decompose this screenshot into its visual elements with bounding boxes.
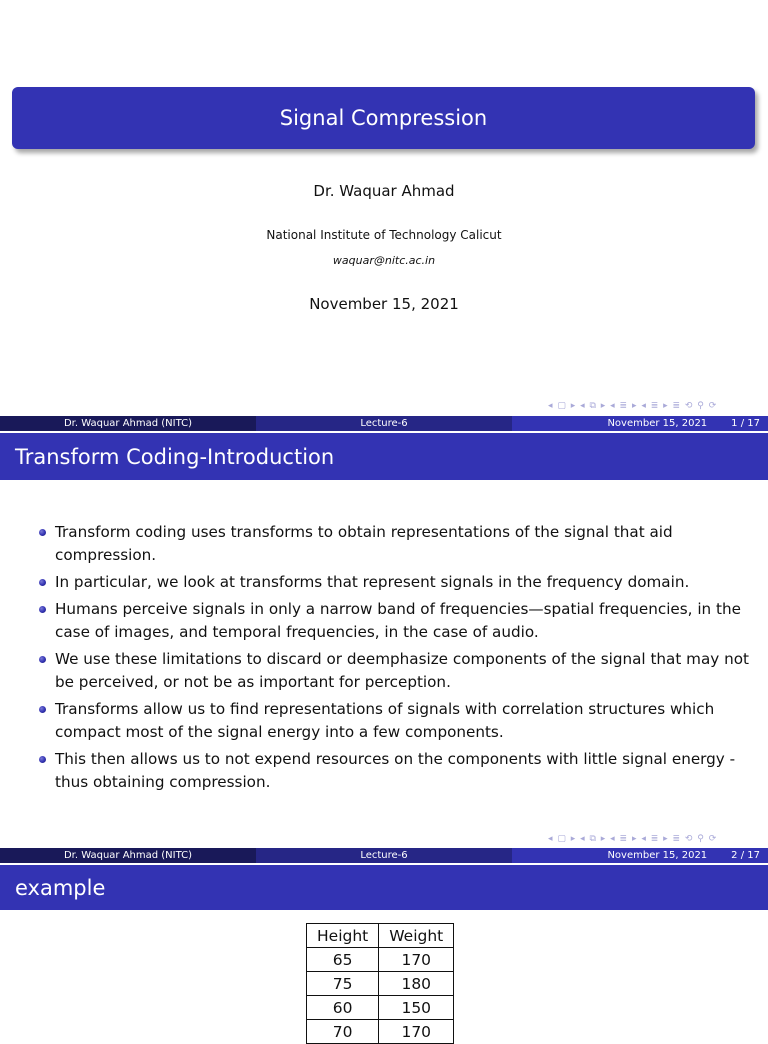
frame-title: Transform Coding-Introduction bbox=[15, 444, 335, 469]
table-cell: 65 bbox=[307, 948, 379, 972]
table-cell: 170 bbox=[379, 1020, 454, 1044]
bullet-icon bbox=[39, 706, 46, 713]
navigation-symbols[interactable]: ◂ ▢ ▸ ◂ ⧉ ▸ ◂ ≣ ▸ ◂ ≣ ▸ ≣ ⟲ ⚲ ⟳ bbox=[548, 834, 718, 844]
frame-title-bar bbox=[0, 433, 768, 480]
list-item: We use these limitations to discard or deemphasize components of the signal that may not be perceived, or not be as important for perception. bbox=[38, 648, 753, 694]
bullet-icon bbox=[39, 606, 46, 613]
list-item: This then allows us to not expend resources on the components with little signal energy - thus obtaining compression. bbox=[38, 748, 753, 794]
bullet-list bbox=[38, 521, 753, 798]
footline-lecture: Lecture-6 bbox=[256, 416, 512, 431]
footline-author: Dr. Waquar Ahmad (NITC) bbox=[0, 848, 256, 863]
frame-title-bar bbox=[0, 865, 768, 910]
navigation-symbols[interactable]: ◂ ▢ ▸ ◂ ⧉ ▸ ◂ ≣ ▸ ◂ ≣ ▸ ≣ ⟲ ⚲ ⟳ bbox=[548, 401, 718, 411]
table-cell: 70 bbox=[307, 1020, 379, 1044]
list-item: Humans perceive signals in only a narrow band of frequencies—spatial frequencies, in the case of images, and temporal frequencies, in the case of audio. bbox=[38, 598, 753, 644]
list-item: Transform coding uses transforms to obtain representations of the signal that aid compression. bbox=[38, 521, 753, 567]
bullet-icon bbox=[39, 656, 46, 663]
footline-lecture: Lecture-6 bbox=[256, 848, 512, 863]
page-number: 2 / 17 bbox=[731, 850, 760, 861]
presentation-date: November 15, 2021 bbox=[309, 295, 459, 313]
bullet-icon bbox=[39, 579, 46, 586]
table-cell: 60 bbox=[307, 996, 379, 1020]
column-header: Height bbox=[307, 924, 379, 948]
table-row bbox=[307, 972, 454, 996]
author-email: waquar@nitc.ac.in bbox=[332, 254, 436, 267]
institute-name: National Institute of Technology Calicut bbox=[266, 228, 502, 242]
height-weight-table bbox=[306, 923, 454, 1044]
footline-author: Dr. Waquar Ahmad (NITC) bbox=[0, 416, 256, 431]
bullet-icon bbox=[39, 756, 46, 763]
bullet-icon bbox=[39, 529, 46, 536]
footline-date: November 15, 2021 bbox=[607, 850, 708, 861]
table-row bbox=[307, 948, 454, 972]
column-header: Weight bbox=[379, 924, 454, 948]
table-cell: 150 bbox=[379, 996, 454, 1020]
title-box bbox=[12, 87, 755, 149]
table-row bbox=[307, 996, 454, 1020]
table-cell: 180 bbox=[379, 972, 454, 996]
table-row bbox=[307, 1020, 454, 1044]
footline-date-page bbox=[512, 848, 768, 863]
author-name: Dr. Waquar Ahmad bbox=[313, 182, 455, 200]
list-item: Transforms allow us to find representations of signals with correlation structures which compact most of the signal energy into a few components. bbox=[38, 698, 753, 744]
table-cell: 170 bbox=[379, 948, 454, 972]
table-header-row bbox=[307, 924, 454, 948]
presentation-title: Signal Compression bbox=[279, 106, 488, 130]
footline-date: November 15, 2021 bbox=[607, 418, 708, 429]
footline bbox=[0, 848, 768, 863]
page-number: 1 / 17 bbox=[731, 418, 760, 429]
footline-date-page bbox=[512, 416, 768, 431]
frame-title: example bbox=[15, 875, 106, 900]
footline bbox=[0, 416, 768, 431]
table-cell: 75 bbox=[307, 972, 379, 996]
list-item: In particular, we look at transforms that represent signals in the frequency domain. bbox=[38, 571, 753, 594]
